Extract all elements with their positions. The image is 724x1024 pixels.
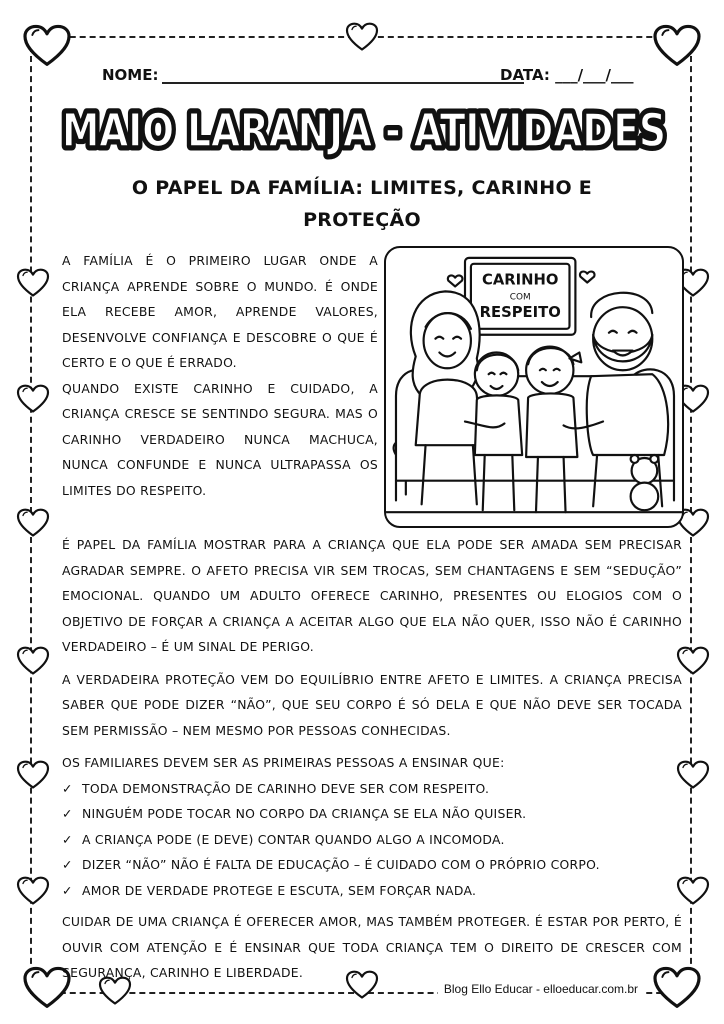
date-label: DATA: ___/___/___ — [500, 66, 634, 84]
intro-text — [62, 248, 378, 503]
banner-title-inner: MAIO LARANJA - ATIVIDADES — [62, 104, 666, 157]
banner-title — [54, 96, 674, 166]
header — [70, 64, 658, 88]
sign-board — [465, 258, 575, 335]
check-icon: ✓ — [62, 857, 73, 872]
body-paragraph: A VERDADEIRA PROTEÇÃO VEM DO EQUILÍBRIO ENTRE AFETO E LIMITES. A CRIANÇA PRECISA SABER QUE PODE DIZER “NÃO”, QUE SEU CORPO É SÓ DELA E QUE NÃO DEVE SER TOCADA SEM PERMISSÃO – NEM MESMO POR PESSOAS CONHECIDAS. — [62, 671, 682, 738]
name-label: NOME: — [102, 66, 159, 84]
checklist-item-text: DIZER “NÃO” NÃO É FALTA DE EDUCAÇÃO – É CUIDADO COM O PRÓPRIO CORPO. — [82, 857, 600, 872]
body-paragraph: OS FAMILIARES DEVEM SER AS PRIMEIRAS PESSOAS A ENSINAR QUE: — [62, 755, 505, 770]
sign-line2: COM — [509, 292, 531, 303]
check-icon: ✓ — [62, 806, 73, 821]
body-paragraph: CUIDAR DE UMA CRIANÇA É OFERECER AMOR, MAS TAMBÉM PROTEGER. É ESTAR POR PERTO, É OUVIR COM ATENÇÃO E É ENSINAR QUE TODA CRIANÇA TEM O DIREITO DE CRESCER COM SEGURANÇA, CARINHO E LIBERDADE. — [62, 914, 682, 980]
family-illustration — [384, 246, 684, 528]
checklist-item-text: NINGUÉM PODE TOCAR NO CORPO DA CRIANÇA SE ELA NÃO QUISER. — [82, 806, 527, 821]
checklist — [62, 776, 682, 904]
heart-icon — [16, 268, 50, 298]
checklist-item-text: A CRIANÇA PODE (E DEVE) CONTAR QUANDO ALGO A INCOMODA. — [82, 831, 505, 847]
body-text — [62, 532, 682, 986]
child-figure — [526, 347, 581, 513]
corner-heart-icon — [22, 24, 72, 68]
checklist-item — [62, 801, 682, 827]
checklist-item — [62, 878, 682, 904]
checklist-item — [62, 776, 682, 802]
heart-icon — [16, 646, 50, 676]
body-paragraph: É PAPEL DA FAMÍLIA MOSTRAR PARA A CRIANÇA QUE ELA PODE SER AMADA SEM PRECISAR AGRADAR SEMPRE. O AFETO PRECISA VIR SEM TROCAS, SEM CHANTAGENS E SEM “SEDUÇÃO” EMOCIONAL. QUANDO UM ADULTO OFERECE CARINHO, PRESENTES OU ELOGIOS COM O OBJETIVO DE FORÇAR A CRIANÇA A ACEITAR ALGO QUE ELA NÃO QUER, ISSO NÃO É CARINHO VERDADEIRO – É UM SINAL DE PERIGO. — [62, 537, 682, 654]
small-heart-icon — [448, 275, 463, 286]
heart-icon — [16, 508, 50, 538]
checklist-item-text: AMOR DE VERDADE PROTEGE E ESCUTA, SEM FORÇAR NADA. — [82, 882, 477, 898]
checklist-item — [62, 852, 682, 878]
corner-heart-icon — [652, 24, 702, 68]
heart-icon — [16, 760, 50, 790]
name-input-line[interactable] — [162, 82, 524, 84]
footer-credit: Blog Ello Educar - elloeducar.com.br — [438, 982, 644, 996]
check-icon: ✓ — [62, 831, 73, 847]
intro-paragraph: QUANDO EXISTE CARINHO E CUIDADO, A CRIANÇA CRESCE SE SENTINDO SEGURA. MAS O CARINHO VERDADEIRO NUNCA MACHUCA, NUNCA CONFUNDE E NUNCA ULTRAPASSA OS LIMITES DO RESPEITO. — [62, 380, 378, 498]
checklist-item — [62, 827, 682, 853]
sign-line3: RESPEITO — [479, 304, 561, 322]
sign-line1: CARINHO — [481, 271, 559, 289]
check-icon: ✓ — [62, 780, 73, 796]
heart-icon — [16, 876, 50, 906]
small-heart-icon — [580, 272, 595, 283]
child-figure — [475, 352, 522, 510]
teddy-bear-icon — [631, 455, 659, 510]
section-title: O PAPEL DA FAMÍLIA: LIMITES, CARINHO E PROTEÇÃO — [131, 177, 593, 231]
intro-paragraph: A FAMÍLIA É O PRIMEIRO LUGAR ONDE A CRIANÇA APRENDE SOBRE O MUNDO. É ONDE ELA RECEBE AMOR, APRENDE VALORES, DESENVOLVE CONFIANÇA E DESCOBRE O QUE É CERTO E O QUE É ERRADO. — [62, 253, 378, 370]
heart-icon — [345, 22, 379, 52]
checklist-item-text: TODA DEMONSTRAÇÃO DE CARINHO DEVE SER COM RESPEITO. — [82, 780, 490, 796]
heart-icon — [16, 384, 50, 414]
banner-title-outline: MAIO LARANJA - ATIVIDADES — [62, 104, 666, 157]
check-icon: ✓ — [62, 882, 73, 898]
